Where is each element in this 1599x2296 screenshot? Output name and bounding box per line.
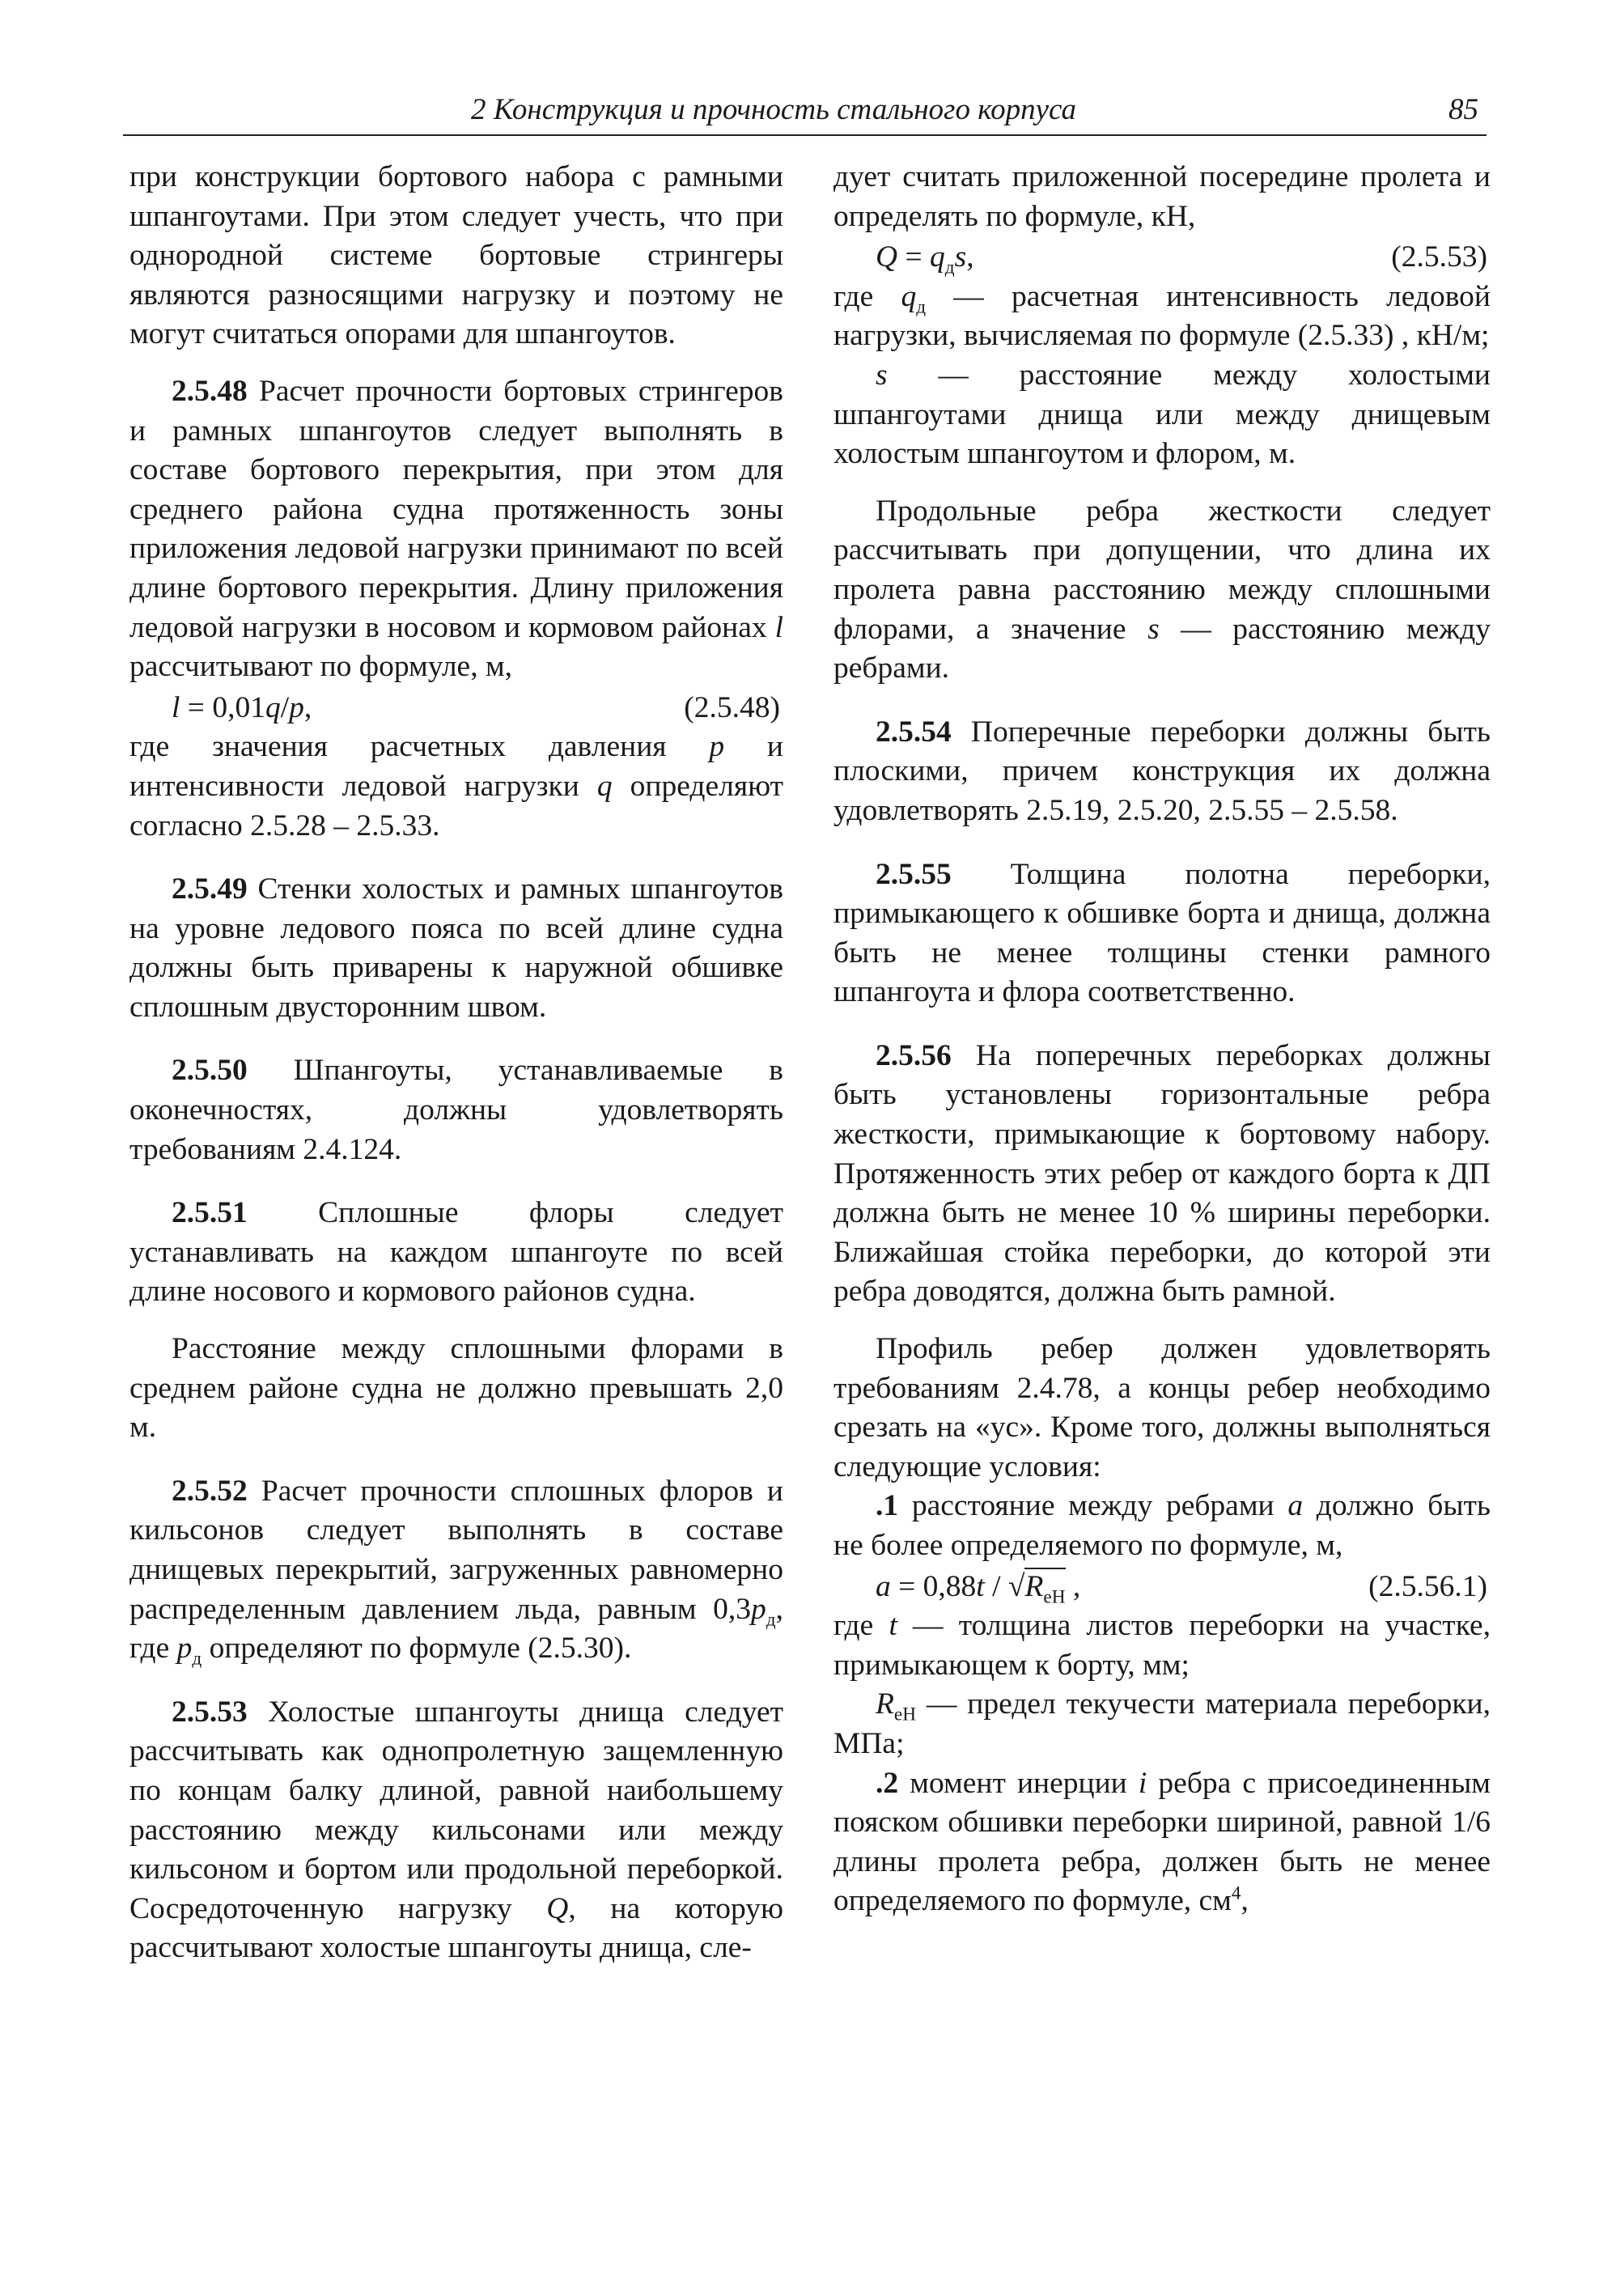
section-2-5-52: 2.5.52 Расчет прочности сплошных флоров и кильсонов следует выполнять в составе днищевых перекрытий, загруженных равномерно распределенным давлением льда, равным $0,3p_д$, где $p_д$ определяют по формуле (2.5.30).	[129, 1474, 783, 1670]
section-2-5-50: 2.5.50 Шпангоуты, устанавливаемые в оконечностях, должны удовлетворять требованиям 2.4.124.	[129, 1054, 783, 1166]
section-2-5-55: 2.5.55 Толщина полотна переборки, примыкающего к обшивке борта и днища, должна быть не менее толщины стенки рамного шпангоута и флора соответственно.	[833, 857, 1491, 1009]
right-column	[833, 158, 1491, 1921]
section-2-5-53: 2.5.53 Холостые шпангоуты днища следует рассчитывать как однопролетную защемленную по концам балку длиной, равной наибольшему расстоянию между кильсонами или между кильсоном и бортом или продольной переборкой. Сосредоточенную нагрузку Q, на которую рассчитывают холостые шпангоуты днища, сле-	[129, 1695, 783, 1965]
formula-tag: (2.5.48)	[684, 690, 780, 724]
section-2-5-49: 2.5.49 Стенки холостых и рамных шпангоутов на уровне ледового пояса по всей длине судна должны быть приварены к наружной обшивке сплошным двусторонним швом.	[129, 872, 783, 1024]
paragraph-longitudinal-ribs: Продольные ребра жесткости следует рассчитывать при допущении, что длина их пролета равна расстоянию между сплошными флорами, а значение s — расстоянию между ребрами.	[833, 494, 1491, 685]
formula-tag: (2.5.56.1)	[1368, 1569, 1487, 1603]
formula-2-5-53: $Q = q_дs$, (2.5.53)	[833, 238, 1491, 278]
formula-2-5-48: l = 0,01q/p, (2.5.48)	[129, 689, 783, 728]
paragraph-where-t: где t — толщина листов переборки на участке, примыкающем к борту, мм;	[833, 1609, 1491, 1682]
list-item-2: .2 момент инерции i ребра с присоединенным пояском обшивки переборки шириной, равной 1/6 длины пролета ребра, должен быть не менее определяемого по формуле, $см^4$,	[833, 1766, 1491, 1918]
section-2-5-48: 2.5.48 Расчет прочности бортовых стрингеров и рамных шпангоутов следует выполнять в составе бортового перекрытия, при этом для среднего района судна протяженность зоны приложения ледовой нагрузки принимают по всей длине бортового перекрытия. Длину приложения ледовой нагрузки в носовом и кормовом районах l рассчитывают по формуле, м,	[129, 374, 783, 684]
page-number: 85	[1448, 93, 1478, 126]
list-item-1: .1 расстояние между ребрами a должно быть не более определяемого по формуле, м,	[833, 1489, 1491, 1562]
formula-2-5-56-1: $a = 0,88t / √R_{eH}$ , (2.5.56.1)	[833, 1568, 1491, 1607]
running-title: 2 Конструкция и прочность стального корпуса	[471, 93, 1077, 126]
section-2-5-51: 2.5.51 Сплошные флоры следует устанавливать на каждом шпангоуте по всей длине носового и кормового районов судна.	[129, 1196, 783, 1309]
formula-tag: (2.5.53)	[1391, 240, 1487, 274]
paragraph-where-p-q: где значения расчетных давления p и интенсивности ледовой нагрузки q определяют согласно 2.5.28 – 2.5.33.	[129, 730, 783, 842]
paragraph-intro: при конструкции бортового набора с рамными шпангоутами. При этом следует учесть, что при однородной системе бортовые стрингеры являются разносящими нагрузку и поэтому не могут считаться опорами для шпангоутов.	[129, 160, 783, 351]
paragraph-continuation: дует считать приложенной посередине пролета и определять по формуле, кН,	[833, 160, 1491, 233]
section-number: 2.5.48	[172, 374, 248, 408]
paragraph-where-qd: где $q_д$ — расчетная интенсивность ледовой нагрузки, вычисляемая по формуле (2.5.33) , кН/м;	[833, 279, 1491, 353]
paragraph-where-s: s — расстояние между холостыми шпангоутами днища или между днищевым холостым шпангоутом и флором, м.	[833, 358, 1491, 471]
paragraph-rib-profile: Профиль ребер должен удовлетворять требованиям 2.4.78, а концы ребер необходимо срезать на «ус». Кроме того, должны выполняться следующие условия:	[833, 1332, 1491, 1483]
section-2-5-56: 2.5.56 На поперечных переборках должны быть установлены горизонтальные ребра жесткости, примыкающие к бортовому набору. Протяженность этих ребер от каждого борта к ДП должна быть не менее 10 % ширины переборки. Ближайшая стойка переборки, до которой эти ребра доводятся, должна быть рамной.	[833, 1038, 1491, 1309]
left-column	[129, 158, 783, 1968]
running-header	[123, 89, 1487, 136]
paragraph-floor-spacing: Расстояние между сплошными флорами в среднем районе судна не должно превышать 2,0 м.	[129, 1332, 783, 1445]
paragraph-where-reh: $R_{eH}$ — предел текучести материала переборки, МПа;	[833, 1687, 1491, 1760]
section-2-5-54: 2.5.54 Поперечные переборки должны быть плоскими, причем конструкция их должна удовлетворять 2.5.19, 2.5.20, 2.5.55 – 2.5.58.	[833, 715, 1491, 827]
